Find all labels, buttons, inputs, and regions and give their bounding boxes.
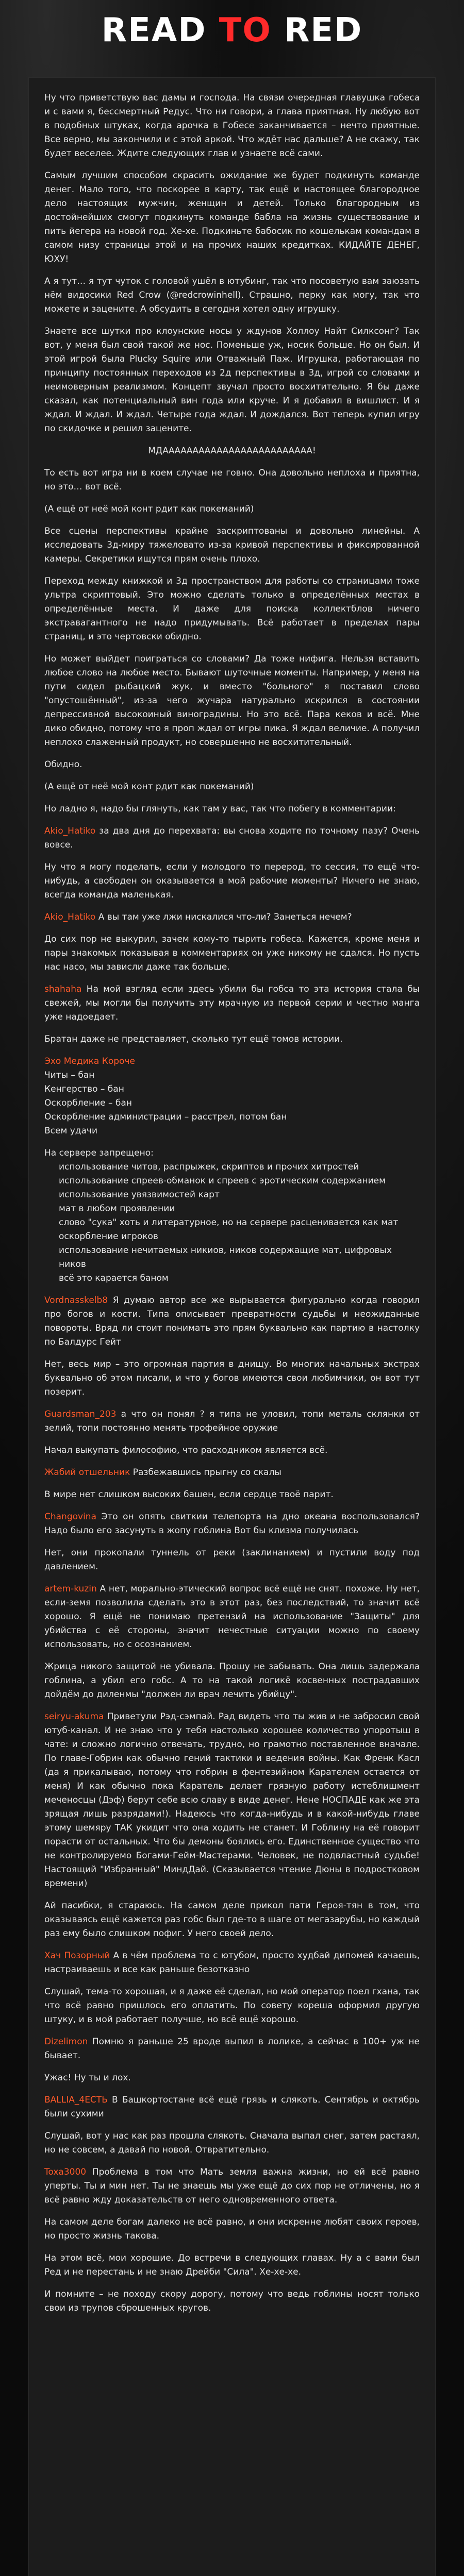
comment-text: Ужас! Ну ты и лох. [44,2073,131,2083]
list-item: использование увязвимостей карт [59,1190,220,1200]
reply [44,1488,420,1502]
comment-text: На самом деле богам далеко не всё равно, и они искренне любят своих героев, но просто жизнь такова. [44,2217,420,2241]
comment-author: Dizelimon [44,2037,88,2047]
comment [44,1710,420,1891]
comment [44,1294,420,1349]
title-word-read: READ [101,11,207,49]
list-item: Читы – бан [44,1070,95,1080]
comment [44,982,420,1024]
comment-author: Хач Позорный [44,1951,110,1961]
list-item: Эхо Медика Короче [44,1056,135,1066]
comment-text: а что он понял ? я типа не уловил, топи металь склянки от зелий, топи постоянно менять трофейное оружие [44,1409,420,1433]
comment [44,1466,420,1480]
comment-text: Слушай, вот у нас как раз прошла слякоть. Сначала выпал снег, затем растаял, но не совсем, а давай по новой. Отвратительно. [44,2131,420,2155]
comment-author: Vordnasskelb8 [44,1295,108,1306]
comment-text: А вы там уже лжи нискалися что-ли? Занеться нечем? [98,912,352,922]
paragraph: Обидно. [44,759,82,770]
reply [44,2071,420,2085]
comment-text: Братан даже не представляет, сколько тут ещё томов истории. [44,1034,343,1044]
comment-author: Akio_Hatiko [44,912,96,922]
comment-text: Ну что я могу поделать, если у молодого то перерод, то сессия, то ещё что-нибудь, а свободен он оказывается в мой рабочие моменты? Ничего не знаю, всегда команда маленькая. [44,862,420,900]
comment [44,1510,420,1538]
comment-author: Guardsman_203 [44,1409,117,1419]
list-item: слово "сука" хоть и литературное, но на сервере расценивается как мат [59,1217,399,1228]
paragraph: А я тут… я тут чуток с головой ушёл в ютубинг, так что посоветую вам заюзать нём видосики Red Crow (@redcrowinhell). Страшно, перку как могу, так что можете и зацените. А обсудить в сегодня хотел одну игрушку. [44,276,423,314]
paragraph: Все сцены перспективы крайне заскриптованы и довольно линейны. А исследовать 3д-миру тяжеловато из-за кривой перспективы и фиксированной камеры. Секретики ищутся прям очень плохо. [44,526,423,564]
comment-author: seiryu-akuma [44,1711,104,1722]
comment-text: В мире нет слишком высоких башен, если сердце твоё парит. [44,1489,334,1500]
reply [44,933,420,974]
comment [44,2035,420,2063]
list-item: мат в любом проявлении [59,1204,175,1214]
paragraph: МДААААААААААААААААААААААААА! [148,446,316,456]
list-item: Кенгерство – бан [44,1084,124,1094]
comment-text: Разбежавшись прыгну со скалы [132,1467,281,1478]
paragraph: На этом всё, мои хорошие. До встречи в следующих главах. Ну а с вами был Ред и не перестань и не знаю Дрейби "Сила". Хе-хе-хе. [44,2253,423,2277]
comment [44,2093,420,2121]
paragraph: Ну что приветствую вас дамы и господа. На связи очередная главушка гобеса и с вами я, бессмертный Редус. Что ни говори, а глава приятная. Ну любую вот в подобных штуках, когда арочка в Гобесе заканчивается – нечто приятные. Все верно, мы закончили и с этой аркой. Что ждёт нас дальше? А не скажу, так будет веселее. Ждите следующих глав и узнаете всё сами. [44,93,423,159]
comment-author: Toxa3000 [44,2167,87,2177]
comment-text: Приветули Рэд-сэмпай. Рад видеть что ты жив и не забросил свой ютуб-канал. И не знаю что у тебя настолько хорошее количество упоротыш в чате: и сложно логично отвечать, трудно, но грамотно поставленное вначале. По главе-Гобрин как обычно гений тактики и ведения войны. Как Френк Касл (да я прикалываю, потому что гобрин в фентезийном Карателем остается от меня) И как обычно пока Каратель делает грязную работу истеблишмент меченосцы (Дэф) берут себе всю славу в виде денег. Нене НОСПАДЕ как же эта зрящая лишь разрядами!). Надеюсь что когда-нибудь и в какой-нибудь главе этому шемяру ТАК укидит что она ходить не станет. И Гоблину на её говорит порасти от остальных. Что бы демоны боялись его. Единственное существо что не контролируемо Богами-Гейм-Мастерами. Человек, не подвластный судьбе! Настоящий "Избранный" МиндДай. (Сказывается чтение Дюны в подростковом времени) [44,1711,420,1889]
reply [44,860,420,902]
comment [44,1408,420,1435]
comment-text: Слушай, тема-то хорошая, и я даже её сделал, но мой оператор поел гхана, так что всё равно пришлось его оплатить. По совету кореша оформил другую штуку, и в мой работает получше, но всё ещё хорошо. [44,1987,420,2025]
comment-text: Помню я раньше 25 вроде выпил в лолике, а сейчас в 100+ уж не бывает. [44,2037,420,2061]
comment [44,2165,420,2207]
list-item: оскорбление игроков [59,1231,158,1242]
page-title [0,11,464,49]
reply [44,1985,420,2027]
server-rules [44,1146,420,1285]
reply [44,1660,420,1702]
reply [44,1546,420,1574]
comments-section-a [44,824,420,1046]
comment-text: До сих пор не выкурил, зачем кому-то тырить гобеса. Кажется, кроме меня и пары знакомых показывая в комментариях он уже никому не сдался. Но пусть нас насо, мы зависли даже так больше. [44,934,420,972]
list-item: Оскорбление – бан [44,1098,132,1108]
list-item: Всем удачи [44,1126,98,1136]
comment-text: Жрица никого защитой не убивала. Прошу не забывать. Она лишь задержала гоблина, а убил его гобс. А то на такой логикё косвенных пострадавших дойдём до диленмы "должен ли врач лечить убийцу". [44,1662,420,1700]
reply [44,2129,420,2157]
comment-text: Проблема в том что Мать земля важна жизни, но ей всё равно уперты. Ты и мин нет. Ты не знаешь мы уже ещё до сих пор не отличены, но я всё равно жду доказательств от него одновременного ответа. [44,2167,420,2205]
reply [44,1358,420,1399]
list-item: использование нечитаемых никиов, ников содержащие мат, цифровых ников [59,1245,392,1269]
paragraph: То есть вот игра ни в коем случае не говно. Она довольно неплоха и приятна, но это… вот всё. [44,468,423,492]
comment-text: за два дня до перехвата: вы снова ходите по точному пазу? Очень вовсе. [44,826,420,850]
comment-text: Ай пасибки, я стараюсь. На самом деле прикол пати Героя-тян в том, что оказываясь ещё кажется раз гобс был где-то в шаге от мегазарубы, но каждый раз ему было слишком пофиг. У него своей дело. [44,1901,420,1939]
transition-section [44,802,420,816]
title-word-to: TO [219,11,272,49]
comment-text: Это он опять свиткии телепорта на дно океана воспользовался? Надо было его засунуть в жопу гоблина Вот бы клизма получилась [44,1512,420,1536]
comment-author: Akio_Hatiko [44,826,96,836]
paragraph: И помните – не походу скору дорогу, потому что ведь гоблины носят только свои из трупов сброшенных кругов. [44,2289,423,2313]
comment-text: А нет, морально-этический вопрос всё ещё не снят. похоже. Ну нет, если-земя позволила сделать это в этот раз, без последствий, то значит всё хорошо. Я ещё не понимаю претензий на использование "Защиты" для убийства с её стороны, значит нечестные ситуации можно по своему использовать, но с осознанием. [44,1584,420,1650]
reply [44,1899,420,1941]
comment-text: Начал выкупать философию, что расходником является всё. [44,1445,328,1455]
reply [44,2215,420,2243]
comment [44,824,420,852]
review-section [44,444,423,794]
paragraph: Переход между книжкой и 3д пространством для работы со страницами тоже ультра скриптовый. Это можно сделать только в определённых местах в определённые места. И даже для поиска коллектблов ничего экстравагантного не надо придумывать. Всё работает в пределах пары страниц, и это чертовски обидно. [44,576,423,642]
content-panel [28,77,436,2576]
rules-list [44,1055,420,1138]
list-item: использование спреев-обманок и спреев с эротическим содержанием [59,1176,386,1186]
title-word-red: RED [284,11,363,49]
comment-author: shahaha [44,984,82,994]
comment-text: В Башкортостане всё ещё грязь и слякоть. Сентябрь и октябрь были сухими [44,2095,420,2119]
comment [44,1582,420,1652]
comment-text: Нет, весь мир – это огромная партия в днищу. Во многих начальных экстрах буквально об этом писали, и что у богов имеются свои любимчики, он вот тут позерит. [44,1359,420,1397]
list-item: всё это карается баном [59,1273,169,1283]
comments-section-b [44,1294,420,2243]
comment-author: Changovina [44,1512,97,1522]
list-item: На сервере запрещено: [44,1148,154,1158]
list-item: использование читов, распрыжек, скриптов и прочих хитростей [59,1162,359,1172]
reply [44,1032,420,1046]
paragraph: Но ладно я, надо бы глянуть, как там у вас, так что побегу в комментарии: [44,804,396,814]
comment-text: На мой взгляд если здесь убили бы гобса то эта история стала бы свежей, мы могли бы получить эту мрачную из первой серии и честно манга уже надоедает. [44,984,420,1022]
comment-author: artem-kuzin [44,1584,97,1594]
comment-text: Я думаю автор все же вырывается фигурально когда говорил про богов и кости. Типа описывает превратности судьбы и неожиданные повороты. Вряд ли стоит понимать это прям буквально как партию в настолку по Балдурс Гейт [44,1295,420,1347]
comment-author: BALLIA_4ЕСТЬ [44,2095,108,2105]
outro-section [44,2251,423,2315]
paragraph: (А ещё от неё мой конт рдит как покеманий) [44,504,254,514]
comment-text: Нет, они прокопали туннель от реки (заклинанием) и пустили воду под давлением. [44,1548,420,1572]
paragraph: Знаете все шутки про клоунские носы у ждунов Холлоу Найт Силксонг? Так вот, у меня был свой такой же нос. Поменьше уж, носик больше. Но он был. И этой игрой была Plucky Squire или Отважный Паж. Игрушка, работающая по принципу постоянных переходов из 2д перспективы в 3д, игрой со словами и неимоверным реализмом. Концепт звучал просто восхитительно. Я бы даже сказал, как потенциальный вин года или круче. И я добавил в вишлист. И я ждал. И ждал. И ждал. Четыре года ждал. И дождался. Вот теперь купил игру по скидочке и решил зацените. [44,326,423,434]
list-item: Оскорбление администрации – расстрел, потом бан [44,1112,287,1122]
intro-section [44,91,423,436]
reply [44,1444,420,1458]
comment [44,910,420,924]
paragraph: Но может выйдет поиграться со словами? Да тоже нифига. Нельзя вставить любое слово на любое место. Бывают шуточные моменты. Например, у меня на пути сидел рыбацкий жук, и вместо "больного" я поставил слово "опустошённый", из-за чего жучара натурально искрился в состоянии депрессивной высокоиный виноградины. Но это всё. Пара кеков и всё. Мне дико обидно, потому что я проп ждал от игры пика. Я ждал величие. А получил неплохо слаженный продукт, но совершенно не восхитительный. [44,654,423,748]
paragraph: (А ещё от неё мой конт рдит как покеманий) [44,782,254,792]
comment-text: А в чём проблема то с ютубом, просто худбай дипомей качаешь, настраиваешь и все как раньше безотказно [44,1951,420,1975]
comment [44,1949,420,1977]
comment-author: Жабий отшельник [44,1467,130,1478]
paragraph: Самым лучшим способом скрасить ожидание же будет подкинуть команде денег. Мало того, что поскорее в карту, так ещё и настоящее благородное дело настоящих мужчин, женщин и детей. Только благородным из достойнейших смогут подкинуть команде бабла на жизнь существование и пить йегера на новой год. Хе-хе. Подкиньте бабосик по кошелькам командам в самом низу страницы этой и на прочих наших кредитках. КИДАЙТЕ ДЕНЕГ, ЮХУ! [44,171,423,264]
